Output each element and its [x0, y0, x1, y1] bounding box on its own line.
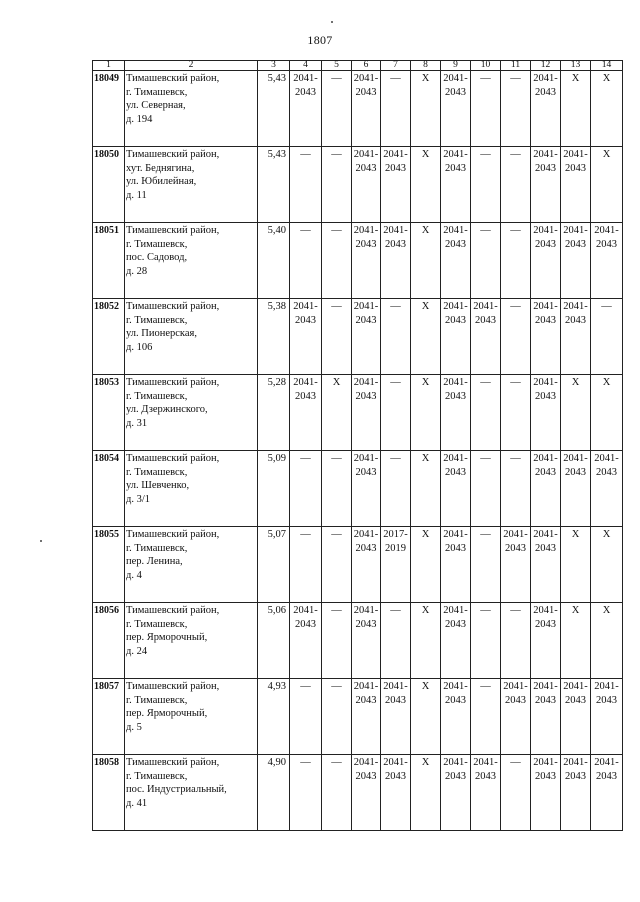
period-cell-col10: 2041- 2043: [471, 755, 501, 831]
row-number: 18058: [93, 755, 125, 831]
register-table: [92, 60, 623, 831]
period-cell-col6: 2041- 2043: [352, 755, 381, 831]
period-cell-col4: —: [290, 223, 322, 299]
period-cell-col13: 2041- 2043: [561, 299, 591, 375]
period-cell-col13: 2041- 2043: [561, 755, 591, 831]
column-header-3: 3: [258, 61, 290, 71]
period-cell-col14: X: [591, 71, 623, 147]
address-cell: Тимашевский район, г. Тимашевск, ул. Шевченко, д. 3/1: [125, 451, 258, 527]
period-cell-col4: —: [290, 679, 322, 755]
period-cell-col5: —: [322, 755, 352, 831]
period-cell-col14: X: [591, 527, 623, 603]
column-header-10: 10: [471, 61, 501, 71]
period-cell-col7: —: [381, 375, 411, 451]
period-cell-col10: —: [471, 375, 501, 451]
column-header-1: 1: [93, 61, 125, 71]
period-cell-col9: 2041- 2043: [441, 147, 471, 223]
period-cell-col6: 2041- 2043: [352, 147, 381, 223]
period-cell-col9: 2041- 2043: [441, 299, 471, 375]
period-cell-col4: —: [290, 147, 322, 223]
period-cell-col4: 2041- 2043: [290, 299, 322, 375]
period-cell-col5: —: [322, 603, 352, 679]
row-number: 18049: [93, 71, 125, 147]
period-cell-col8: X: [411, 679, 441, 755]
value-cell: 5,43: [258, 147, 290, 223]
period-cell-col9: 2041- 2043: [441, 375, 471, 451]
period-cell-col11: —: [501, 147, 531, 223]
value-cell: 5,43: [258, 71, 290, 147]
period-cell-col12: 2041- 2043: [531, 147, 561, 223]
period-cell-col12: 2041- 2043: [531, 375, 561, 451]
period-cell-col14: 2041- 2043: [591, 679, 623, 755]
table-row: [93, 603, 623, 679]
scan-speck: [40, 540, 42, 542]
column-header-9: 9: [441, 61, 471, 71]
period-cell-col9: 2041- 2043: [441, 71, 471, 147]
period-cell-col11: 2041- 2043: [501, 527, 531, 603]
period-cell-col5: —: [322, 147, 352, 223]
column-header-13: 13: [561, 61, 591, 71]
period-cell-col8: X: [411, 603, 441, 679]
scan-speck: [331, 21, 333, 23]
address-cell: Тимашевский район, г. Тимашевск, ул. Дзержинского, д. 31: [125, 375, 258, 451]
period-cell-col14: —: [591, 299, 623, 375]
column-header-4: 4: [290, 61, 322, 71]
period-cell-col5: —: [322, 451, 352, 527]
period-cell-col7: —: [381, 299, 411, 375]
row-number: 18052: [93, 299, 125, 375]
value-cell: 4,93: [258, 679, 290, 755]
table-row: [93, 147, 623, 223]
period-cell-col9: 2041- 2043: [441, 755, 471, 831]
period-cell-col6: 2041- 2043: [352, 71, 381, 147]
period-cell-col14: X: [591, 603, 623, 679]
value-cell: 5,07: [258, 527, 290, 603]
period-cell-col14: 2041- 2043: [591, 223, 623, 299]
period-cell-col10: —: [471, 451, 501, 527]
period-cell-col12: 2041- 2043: [531, 71, 561, 147]
period-cell-col5: X: [322, 375, 352, 451]
column-header-6: 6: [352, 61, 381, 71]
period-cell-col8: X: [411, 223, 441, 299]
period-cell-col5: —: [322, 299, 352, 375]
period-cell-col7: —: [381, 451, 411, 527]
period-cell-col8: X: [411, 527, 441, 603]
period-cell-col5: —: [322, 223, 352, 299]
period-cell-col10: —: [471, 147, 501, 223]
table-row: [93, 527, 623, 603]
period-cell-col11: 2041- 2043: [501, 679, 531, 755]
column-header-11: 11: [501, 61, 531, 71]
period-cell-col13: X: [561, 527, 591, 603]
period-cell-col10: —: [471, 603, 501, 679]
period-cell-col14: 2041- 2043: [591, 451, 623, 527]
period-cell-col12: 2041- 2043: [531, 755, 561, 831]
period-cell-col11: —: [501, 375, 531, 451]
period-cell-col14: X: [591, 147, 623, 223]
period-cell-col5: —: [322, 679, 352, 755]
period-cell-col9: 2041- 2043: [441, 527, 471, 603]
period-cell-col8: X: [411, 147, 441, 223]
period-cell-col14: 2041- 2043: [591, 755, 623, 831]
column-header-2: 2: [125, 61, 258, 71]
period-cell-col8: X: [411, 299, 441, 375]
period-cell-col13: 2041- 2043: [561, 147, 591, 223]
column-header-14: 14: [591, 61, 623, 71]
period-cell-col4: 2041- 2043: [290, 603, 322, 679]
period-cell-col13: 2041- 2043: [561, 679, 591, 755]
column-header-5: 5: [322, 61, 352, 71]
period-cell-col6: 2041- 2043: [352, 299, 381, 375]
period-cell-col12: 2041- 2043: [531, 527, 561, 603]
page-number: 1807: [307, 33, 333, 47]
period-cell-col9: 2041- 2043: [441, 451, 471, 527]
address-cell: Тимашевский район, г. Тимашевск, ул. Северная, д. 194: [125, 71, 258, 147]
period-cell-col9: 2041- 2043: [441, 223, 471, 299]
period-cell-col9: 2041- 2043: [441, 679, 471, 755]
period-cell-col6: 2041- 2043: [352, 527, 381, 603]
row-number: 18055: [93, 527, 125, 603]
address-cell: Тимашевский район, г. Тимашевск, пос. Садовод, д. 28: [125, 223, 258, 299]
row-number: 18057: [93, 679, 125, 755]
period-cell-col6: 2041- 2043: [352, 223, 381, 299]
period-cell-col10: 2041- 2043: [471, 299, 501, 375]
table-row: [93, 451, 623, 527]
row-number: 18056: [93, 603, 125, 679]
period-cell-col7: —: [381, 71, 411, 147]
table-row: [93, 223, 623, 299]
period-cell-col4: —: [290, 527, 322, 603]
address-cell: Тимашевский район, г. Тимашевск, пос. Индустриальный, д. 41: [125, 755, 258, 831]
table-row: [93, 755, 623, 831]
address-cell: Тимашевский район, хут. Беднягина, ул. Юбилейная, д. 11: [125, 147, 258, 223]
period-cell-col13: X: [561, 375, 591, 451]
period-cell-col7: 2041- 2043: [381, 679, 411, 755]
period-cell-col7: 2017- 2019: [381, 527, 411, 603]
value-cell: 5,09: [258, 451, 290, 527]
period-cell-col12: 2041- 2043: [531, 603, 561, 679]
table-body: [93, 61, 623, 831]
period-cell-col7: 2041- 2043: [381, 223, 411, 299]
period-cell-col4: —: [290, 451, 322, 527]
period-cell-col12: 2041- 2043: [531, 451, 561, 527]
column-header-7: 7: [381, 61, 411, 71]
period-cell-col14: X: [591, 375, 623, 451]
period-cell-col13: 2041- 2043: [561, 223, 591, 299]
address-cell: Тимашевский район, г. Тимашевск, ул. Пионерская, д. 106: [125, 299, 258, 375]
period-cell-col6: 2041- 2043: [352, 603, 381, 679]
period-cell-col5: —: [322, 71, 352, 147]
column-header-12: 12: [531, 61, 561, 71]
period-cell-col5: —: [322, 527, 352, 603]
period-cell-col12: 2041- 2043: [531, 223, 561, 299]
value-cell: 4,90: [258, 755, 290, 831]
period-cell-col12: 2041- 2043: [531, 679, 561, 755]
period-cell-col4: —: [290, 755, 322, 831]
period-cell-col10: —: [471, 223, 501, 299]
period-cell-col13: X: [561, 603, 591, 679]
period-cell-col4: 2041- 2043: [290, 375, 322, 451]
row-number: 18051: [93, 223, 125, 299]
period-cell-col11: —: [501, 603, 531, 679]
table-row: [93, 299, 623, 375]
value-cell: 5,40: [258, 223, 290, 299]
period-cell-col10: —: [471, 527, 501, 603]
value-cell: 5,06: [258, 603, 290, 679]
period-cell-col11: —: [501, 755, 531, 831]
period-cell-col7: 2041- 2043: [381, 755, 411, 831]
address-cell: Тимашевский район, г. Тимашевск, пер. Ярморочный, д. 5: [125, 679, 258, 755]
header-row: [93, 61, 623, 71]
address-cell: Тимашевский район, г. Тимашевск, пер. Ленина, д. 4: [125, 527, 258, 603]
period-cell-col6: 2041- 2043: [352, 451, 381, 527]
period-cell-col10: —: [471, 71, 501, 147]
period-cell-col8: X: [411, 755, 441, 831]
value-cell: 5,28: [258, 375, 290, 451]
period-cell-col13: 2041- 2043: [561, 451, 591, 527]
address-cell: Тимашевский район, г. Тимашевск, пер. Ярморочный, д. 24: [125, 603, 258, 679]
period-cell-col11: —: [501, 299, 531, 375]
period-cell-col11: —: [501, 71, 531, 147]
row-number: 18050: [93, 147, 125, 223]
row-number: 18053: [93, 375, 125, 451]
table-row: [93, 375, 623, 451]
period-cell-col8: X: [411, 375, 441, 451]
value-cell: 5,38: [258, 299, 290, 375]
period-cell-col4: 2041- 2043: [290, 71, 322, 147]
period-cell-col11: —: [501, 451, 531, 527]
table-row: [93, 71, 623, 147]
period-cell-col6: 2041- 2043: [352, 679, 381, 755]
period-cell-col7: 2041- 2043: [381, 147, 411, 223]
period-cell-col12: 2041- 2043: [531, 299, 561, 375]
period-cell-col6: 2041- 2043: [352, 375, 381, 451]
period-cell-col8: X: [411, 71, 441, 147]
period-cell-col8: X: [411, 451, 441, 527]
row-number: 18054: [93, 451, 125, 527]
period-cell-col7: —: [381, 603, 411, 679]
period-cell-col10: —: [471, 679, 501, 755]
period-cell-col9: 2041- 2043: [441, 603, 471, 679]
column-header-8: 8: [411, 61, 441, 71]
period-cell-col11: —: [501, 223, 531, 299]
table-row: [93, 679, 623, 755]
period-cell-col13: X: [561, 71, 591, 147]
